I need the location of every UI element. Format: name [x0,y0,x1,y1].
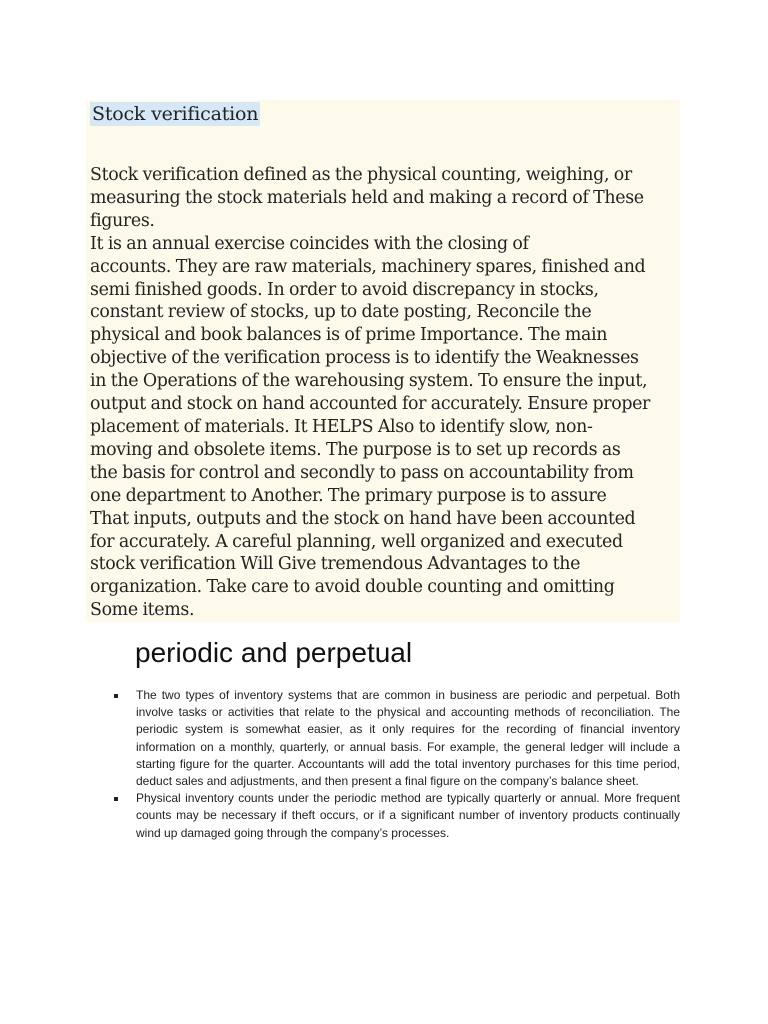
body-line: semi finished goods. In order to avoid discrepancy in stocks, [90,279,599,300]
body-line: physical and book balances is of prime Importance. The main [90,325,608,346]
body-line: accounts. They are raw materials, machinery spares, finished and [90,256,646,277]
body-line: It is an annual exercise coincides with the closing of [90,233,529,254]
bullet-text: Physical inventory counts under the periodic method are typically quarterly or annual. More frequent counts may be necessary if theft occurs, or if a significant number of inventory products continually wind up damaged going through the company’s processes. [136,791,680,840]
body-line: moving and obsolete items. The purpose is to set up records as [90,439,621,460]
body-line: Some items. [90,600,195,621]
body-line: the basis for control and secondly to pass on accountability from [90,462,634,483]
body-line: organization. Take care to avoid double counting and omitting [90,577,615,598]
body-line: placement of materials. It HELPS Also to identify slow, non- [90,416,593,437]
body-line: constant review of stocks, up to date posting, Reconcile the [90,302,592,323]
page-heading: Stock verification [92,103,259,125]
body-line: Stock verification defined as the physical counting, weighing, or [90,165,632,185]
bullet-item [114,790,680,842]
square-bullet-icon [114,694,118,698]
body-line: output and stock on hand accounted for accurately. Ensure proper [90,394,651,415]
body-line: one department to Another. The primary purpose is to assure [90,485,607,506]
bullet-text: The two types of inventory systems that are common in business are periodic and perpetual. Both involve tasks or activities that relate to the physical and accounting methods of reconciliation. The periodic system is somewhat easier, as it only requires for the recording of financial inventory information on a monthly, quarterly, or annual basis. For example, the general ledger will include a starting figure for the quarter. Accountants will add the total inventory purchases for this time period, deduct sales and adjustments, and then present a final figure on the company’s balance sheet. [136,688,680,789]
bullet-list [114,687,680,842]
body-line: stock verification Will Give tremendous Advantages to the [90,554,581,575]
square-bullet-icon [114,797,118,801]
section-title: periodic and perpetual [135,637,413,668]
body-line: That inputs, outputs and the stock on hand have been accounted [90,508,636,529]
body-paragraph [90,164,686,622]
body-line: for accurately. A careful planning, well organized and executed [90,531,623,552]
heading-wrapper [90,100,260,128]
body-line: objective of the verification process is to identify the Weaknesses [90,348,639,369]
bullet-item [114,687,680,790]
body-line: in the Operations of the warehousing system. To ensure the input, [90,371,648,392]
body-line: figures. [90,210,155,231]
body-line: measuring the stock materials held and making a record of These [90,187,644,208]
